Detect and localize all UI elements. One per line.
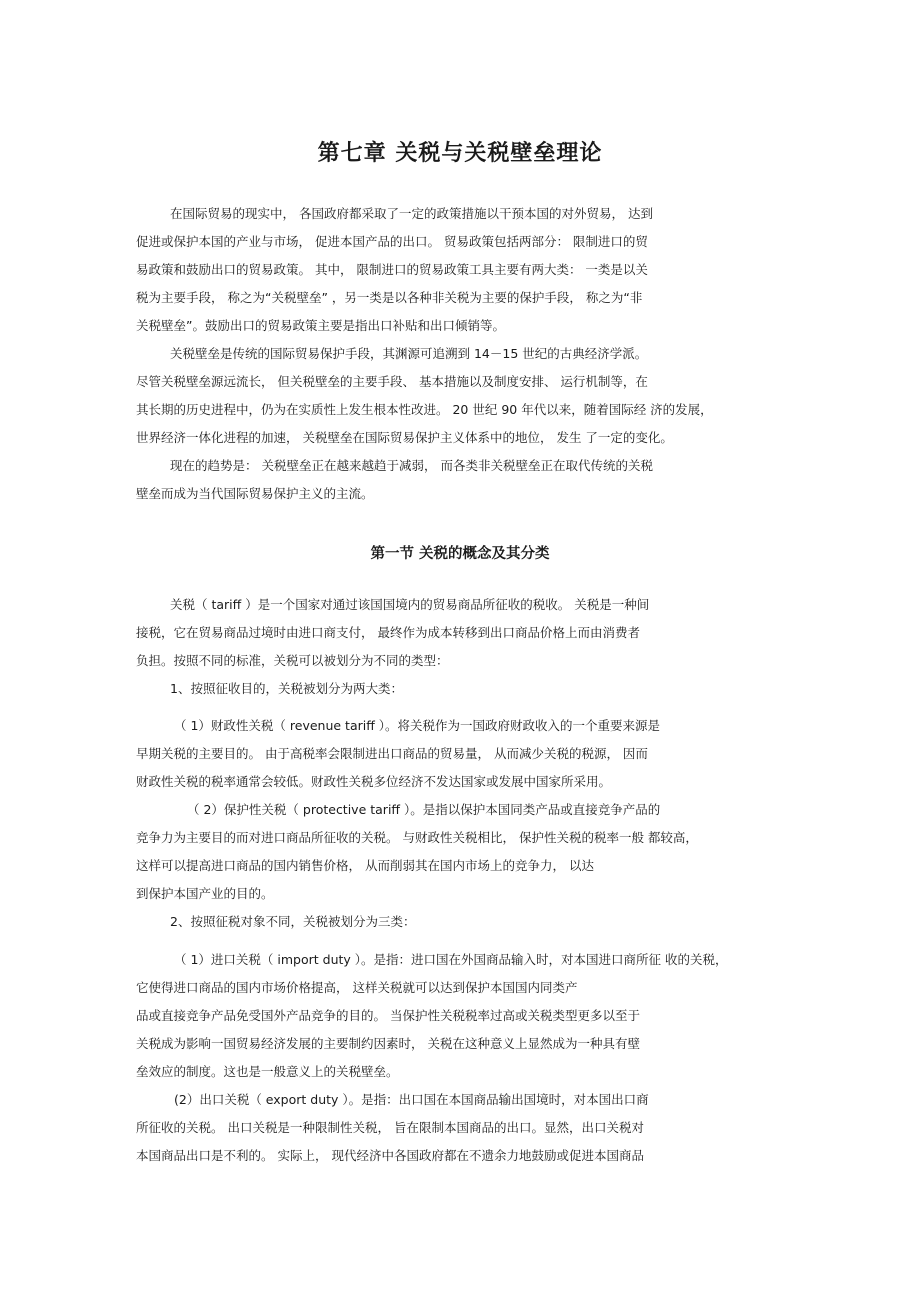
intro-line: 易政策和鼓励出口的贸易政策。 其中， 限制进口的贸易政策工具主要有两大类： 一类是以关	[136, 262, 648, 277]
intro-line: 在国际贸易的现实中， 各国政府都采取了一定的政策措施以干预本国的对外贸易， 达到	[170, 206, 653, 221]
paragraph-line: 品或直接竞争产品免受国外产品竞争的目的。 当保护性关税税率过高或关税类型更多以至于	[136, 1008, 640, 1023]
paragraph-line: （ 2）保护性关税（ protective tariff ）。是指以保护本国同类产品或直接竞争产品的	[187, 802, 661, 817]
paragraph-line: (2）出口关税（ export duty ）。是指：出口国在本国商品输出国境时，对本国出口商	[174, 1092, 649, 1107]
intro-line: 税为主要手段， 称之为“关税壁垒” ，另一类是以各种非关税为主要的保护手段， 称之为“非	[136, 290, 643, 305]
intro-line: 关税壁垒是传统的国际贸易保护手段，其渊源可追溯到 14－15 世纪的古典经济学派。	[170, 346, 648, 361]
paragraph-line: 所征收的关税。 出口关税是一种限制性关税， 旨在限制本国商品的出口。显然，出口关税对	[136, 1120, 644, 1135]
paragraph-line: 竞争力为主要目的而对进口商品所征收的关税。 与财政性关税相比， 保护性关税的税率一般 都较高，	[136, 830, 698, 845]
intro-line: 促进或保护本国的产业与市场， 促进本国产品的出口。 贸易政策包括两部分： 限制进口的贸	[136, 234, 648, 249]
paragraph-line: 关税（ tariff ）是一个国家对通过该国国境内的贸易商品所征收的税收。 关税是一种间	[170, 597, 650, 612]
paragraph-line: （ 1）财政性关税（ revenue tariff ）。将关税作为一国政府财政收入的一个重要来源是	[174, 718, 661, 733]
paragraph-line: 关税成为影响一国贸易经济发展的主要制约因素时， 关税在这种意义上显然成为一种具有壁	[136, 1036, 640, 1051]
intro-line: 关税壁垒”。鼓励出口的贸易政策主要是指出口补贴和出口倾销等。	[136, 318, 505, 333]
intro-line: 壁垒而成为当代国际贸易保护主义的主流。	[136, 486, 374, 501]
section-heading: 第一节 关税的概念及其分类	[370, 546, 550, 562]
paragraph-line: 垒效应的制度。这也是一般意义上的关税壁垒。	[136, 1064, 399, 1079]
paragraph-line: 这样可以提高进口商品的国内销售价格， 从而削弱其在国内市场上的竞争力， 以达	[136, 858, 594, 873]
paragraph-line: （ 1）进口关税（ import duty ）。是指：进口国在外国商品输入时，对本国进口商所征 收的关税，	[174, 952, 728, 967]
paragraph-line: 财政性关税的税率通常会较低。财政性关税多位经济不发达国家或发展中国家所采用。	[136, 774, 612, 789]
paragraph-line: 它使得进口商品的国内市场价格提高， 这样关税就可以达到保护本国国内同类产	[136, 980, 578, 995]
paragraph-line: 接税，它在贸易商品过境时由进口商支付， 最终作为成本转移到出口商品价格上而由消费者	[136, 625, 640, 640]
paragraph-line: 到保护本国产业的目的。	[136, 886, 274, 901]
list-heading: 1、按照征收目的，关税被划分为两大类：	[170, 681, 403, 696]
intro-line: 世界经济一体化进程的加速， 关税壁垒在国际贸易保护主义体系中的地位， 发生 了一定的变化。	[136, 430, 673, 445]
intro-line: 尽管关税壁垒源远流长， 但关税壁垒的主要手段、 基本措施以及制度安排、 运行机制等，在	[136, 374, 648, 389]
paragraph-line: 早期关税的主要目的。 由于高税率会限制进出口商品的贸易量， 从而减少关税的税源， 因而	[136, 746, 648, 761]
intro-line: 现在的趋势是： 关税壁垒正在越来越趋于减弱， 而各类非关税壁垒正在取代传统的关税	[170, 458, 653, 473]
chapter-title: 第七章 关税与关税壁垒理论	[317, 141, 603, 166]
list-heading: 2、按照征税对象不同，关税被划分为三类：	[170, 914, 416, 929]
paragraph-line: 本国商品出口是不利的。 实际上， 现代经济中各国政府都在不遗余力地鼓励或促进本国商品	[136, 1148, 644, 1163]
intro-line: 其长期的历史进程中，仍为在实质性上发生根本性改进。 20 世纪 90 年代以来，随着国际经 济的发展，	[136, 402, 713, 417]
paragraph-line: 负担。按照不同的标准，关税可以被划分为不同的类型：	[136, 653, 449, 668]
